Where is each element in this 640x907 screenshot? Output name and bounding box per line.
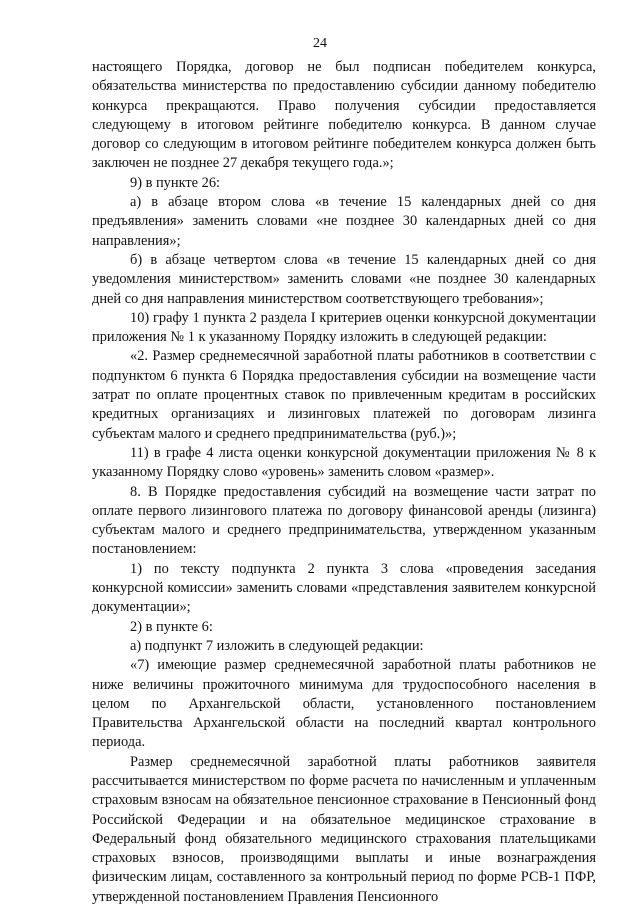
paragraph-item-9: 9) в пункте 26: bbox=[130, 174, 221, 191]
paragraph-section-8: 8. В Порядке предоставления субсидий на возмещение части затрат по оплате первого лизингового платежа по договору финансовой аренды (лизинга) субъектам малого и среднего предпринимательства, утвержденном указанным постановлением: bbox=[92, 483, 596, 558]
paragraph-quote-2: «2. Размер среднемесячной заработной платы работников в соответствии с подпунктом 6 пункта 6 Порядка предоставления субсидии на возмещение части затрат по оплате процентных ставок по привлеченным кредитам в российских кредитных организациях и лизинговых платежей по договорам лизинга субъектам малого и среднего предпринимательства (руб.)»; bbox=[92, 348, 596, 442]
paragraph-item-9a: а) в абзаце втором слова «в течение 15 календарных дней со дня предъявления» заменить словами «не позднее 30 календарных дней со дня направления»; bbox=[92, 194, 596, 249]
paragraph-item-2: 2) в пункте 6: bbox=[130, 618, 213, 635]
paragraph-continuation: настоящего Порядка, договор не был подписан победителем конкурса, обязательства министерства по предоставлению субсидии данному победителю конкурса прекращаются. Право получения субсидии предоставляется следующему в итоговом рейтинге победителю конкурса. В данном случае договор со следующим в итоговом рейтинге победителем конкурса должен быть заключен не позднее 27 декабря текущего года.»; bbox=[92, 59, 596, 172]
paragraph-item-10: 10) графу 1 пункта 2 раздела I критериев оценки конкурсной документации приложения № 1 к указанному Порядку изложить в следующей редакции: bbox=[92, 309, 596, 346]
paragraph-salary-calculation: Размер среднемесячной заработной платы работников заявителя рассчитывается министерством по форме расчета по начисленным и уплаченным страховым взносам на обязательное пенсионное страхование в Пенсионный фонд Российской Федерации и на обязательное медицинское страхование в Федеральный фонд обязательного медицинского страхования плательщиками страховых взносов, производящими выплаты и иные вознаграждения физическим лицам, составленного за контрольный период по форме РСВ-1 ПФР, утвержденной постановлением Правления Пенсионного bbox=[92, 753, 596, 905]
paragraph-item-11: 11) в графе 4 листа оценки конкурсной документации приложения № 8 к указанному Порядку слово «уровень» заменить словом «размер». bbox=[92, 444, 596, 481]
document-body bbox=[92, 58, 596, 907]
page-number: 24 bbox=[313, 36, 327, 51]
paragraph-item-1: 1) по тексту подпункта 2 пункта 3 слова «проведения заседания конкурсной комиссии» заменить словами «представления заявителем конкурсной документации»; bbox=[92, 560, 596, 616]
paragraph-item-9b: б) в абзаце четвертом слова «в течение 15 календарных дней со дня уведомления министерством» заменить словами «не позднее 30 календарных дней со дня направления министерством соответствующего требования»; bbox=[92, 251, 596, 307]
paragraph-quote-7: «7) имеющие размер среднемесячной заработной платы работников не ниже величины прожиточного минимума для трудоспособного населения в целом по Архангельской области, установленного постановлением Правительства Архангельской области на последний квартал контрольного периода. bbox=[92, 657, 596, 751]
paragraph-item-2a: а) подпункт 7 изложить в следующей редакции: bbox=[130, 637, 424, 654]
